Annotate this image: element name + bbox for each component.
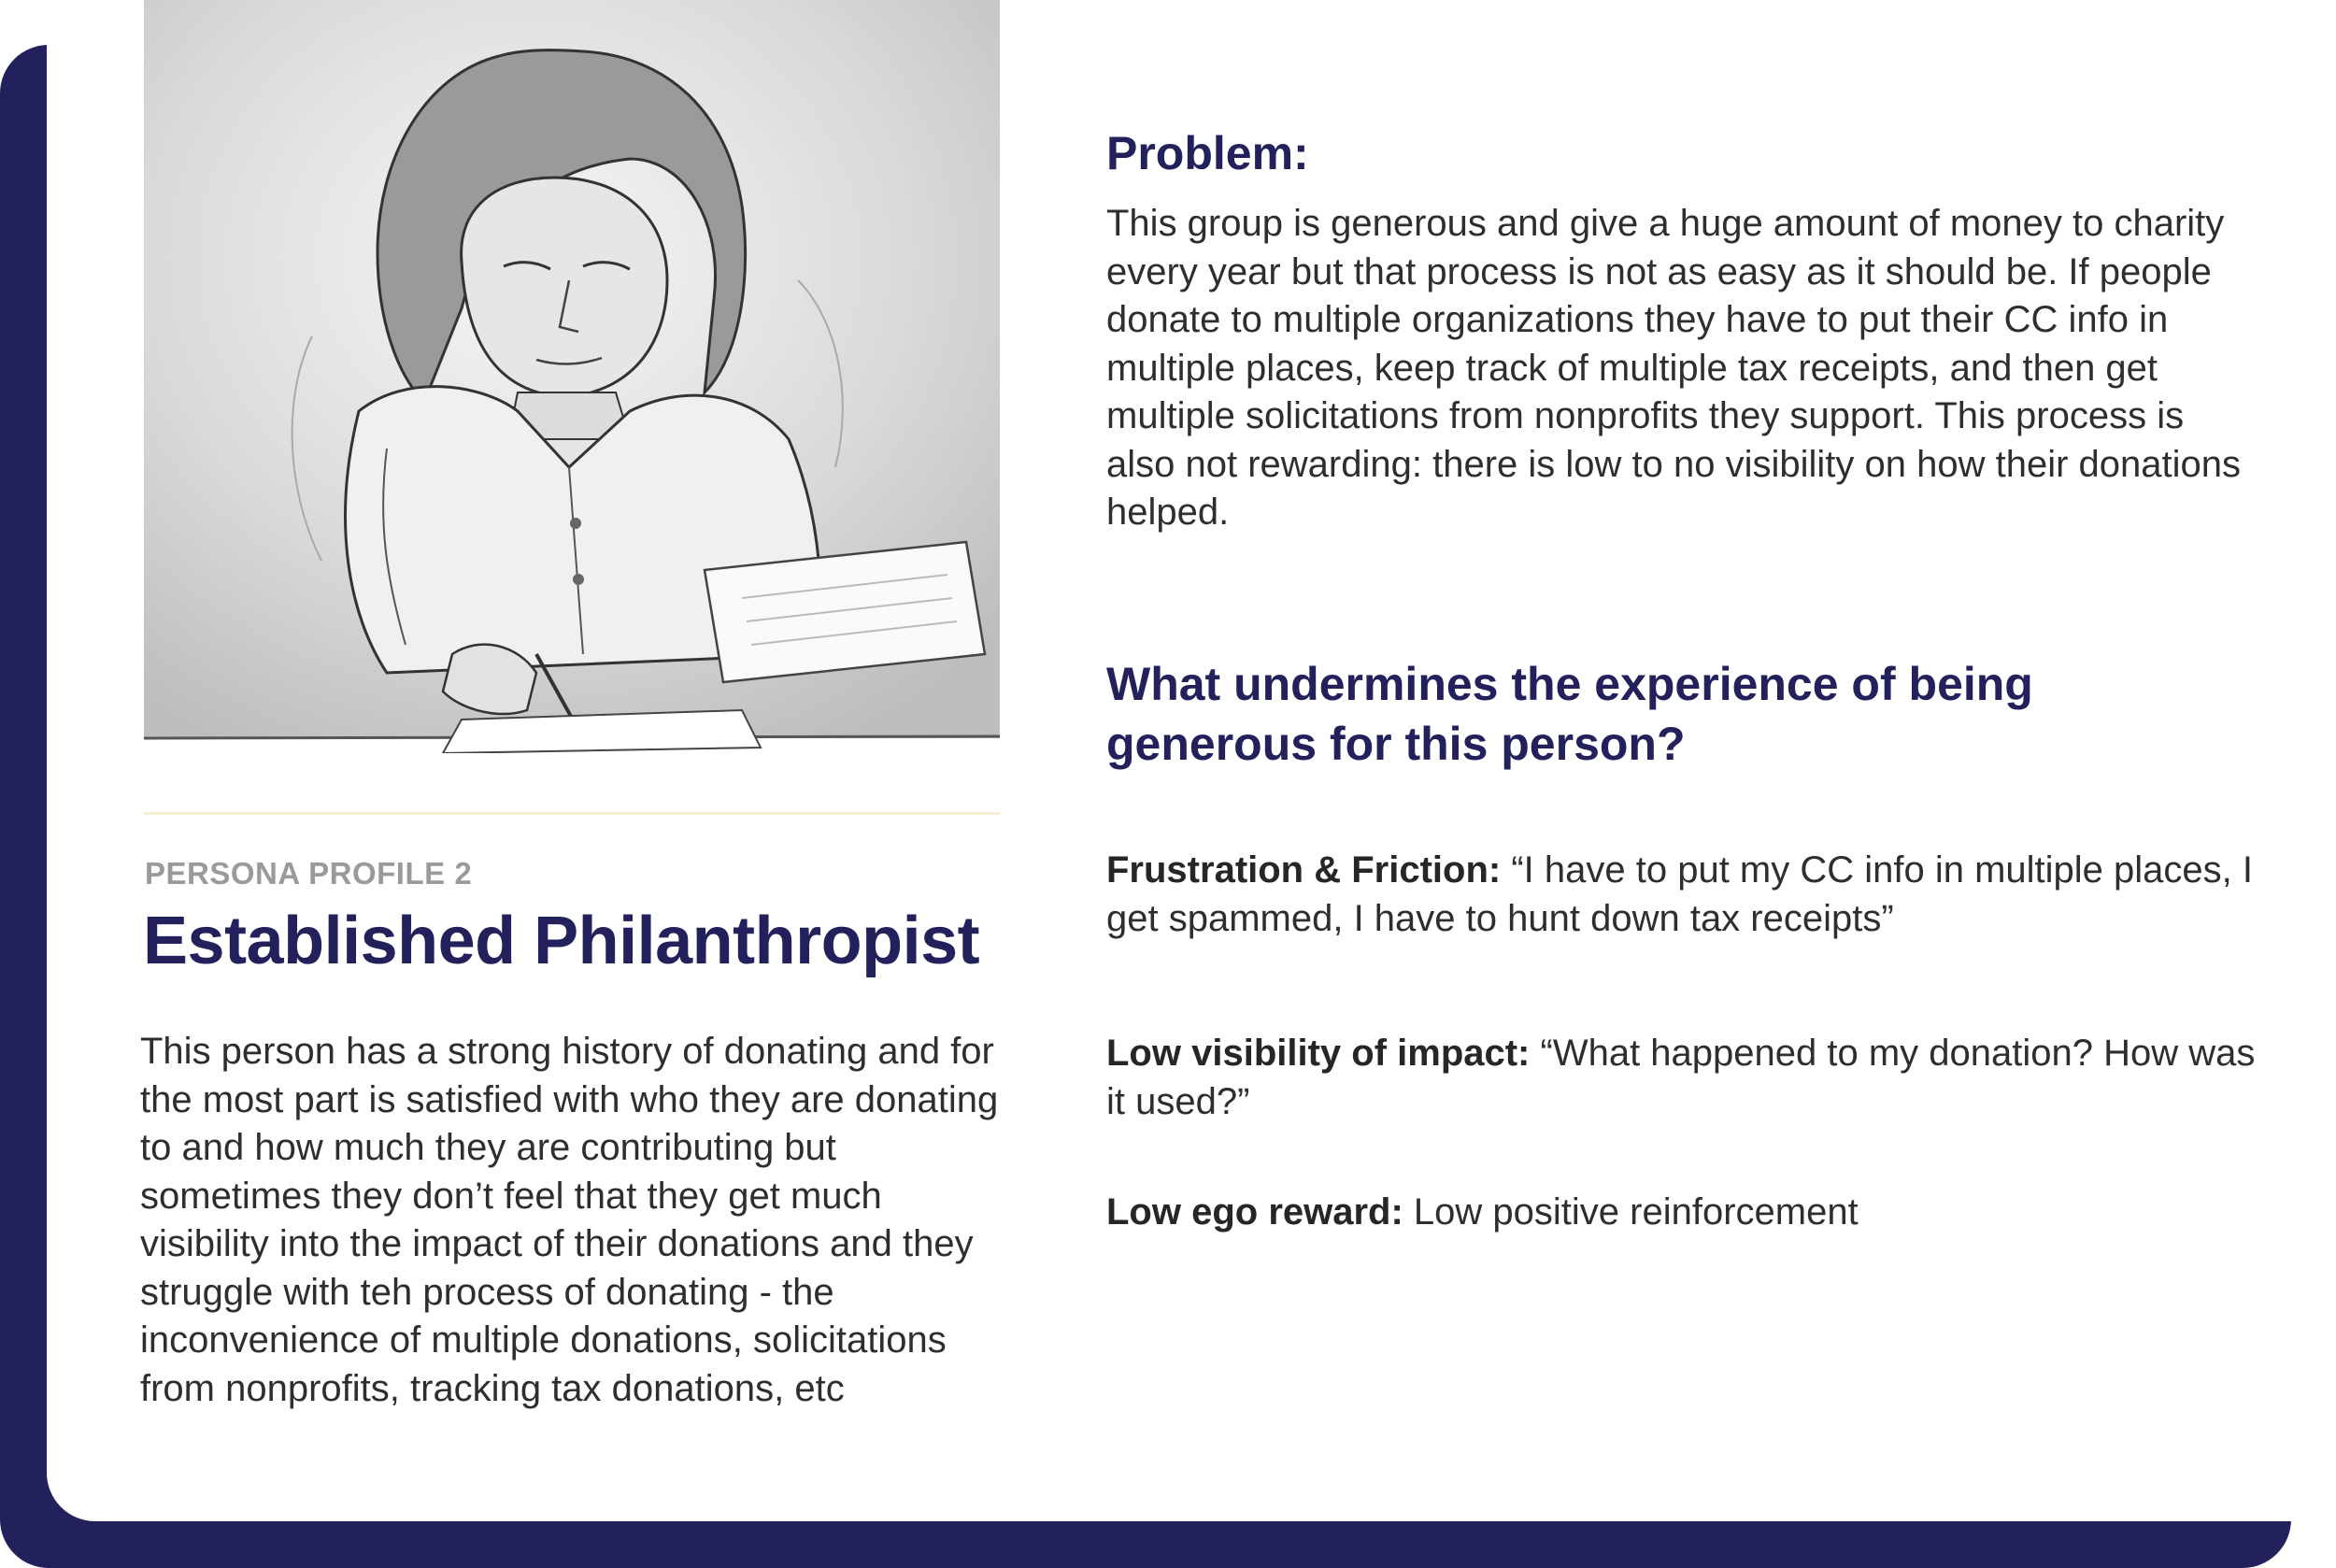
pain-point-friction xyxy=(1106,847,2256,943)
pain-point-label: Frustration & Friction: xyxy=(1106,849,1502,891)
persona-description: This person has a strong history of donating and for the most part is satisfied with who they are donating to and how much they are contributing but sometimes they don’t feel that they get much visibility into the impact of their donations and they struggle with teh process of donating - the inconvenience of multiple donations, solicitations from nonprofits, tracking tax donations, etc xyxy=(140,1031,999,1409)
pain-point-text: “What happened to my donation? How was it used?” xyxy=(1106,1033,2256,1122)
pain-point-ego xyxy=(1106,1189,2256,1237)
pain-point-visibility xyxy=(1106,1030,2256,1126)
problem-heading: Problem: xyxy=(1106,127,1309,179)
persona-eyebrow: PERSONA PROFILE 2 xyxy=(145,856,473,891)
pain-point-label: Low visibility of impact: xyxy=(1106,1033,1531,1074)
problem-body: This group is generous and give a huge amount of money to charity every year but that process is not as easy as it should be. If people donate to multiple organizations they have to put their CC info in multiple places, keep track of multiple tax receipts, and then get multiple solicitations from nonprofits they support. This process is also not rewarding: there is low to no visibility on how their donations helped. xyxy=(1106,203,2241,533)
pain-point-text: “I have to put my CC info in multiple places, I get spammed, I have to hunt down tax receipts” xyxy=(1106,849,2254,939)
persona-illustration xyxy=(144,0,1000,753)
undermines-heading: What undermines the experience of being generous for this person? xyxy=(1106,658,2033,770)
illustration-divider xyxy=(144,812,1000,815)
persona-title: Established Philanthropist xyxy=(143,904,980,978)
pain-point-label: Low ego reward: xyxy=(1106,1191,1403,1233)
pain-point-text: Low positive reinforcement xyxy=(1403,1191,1859,1233)
